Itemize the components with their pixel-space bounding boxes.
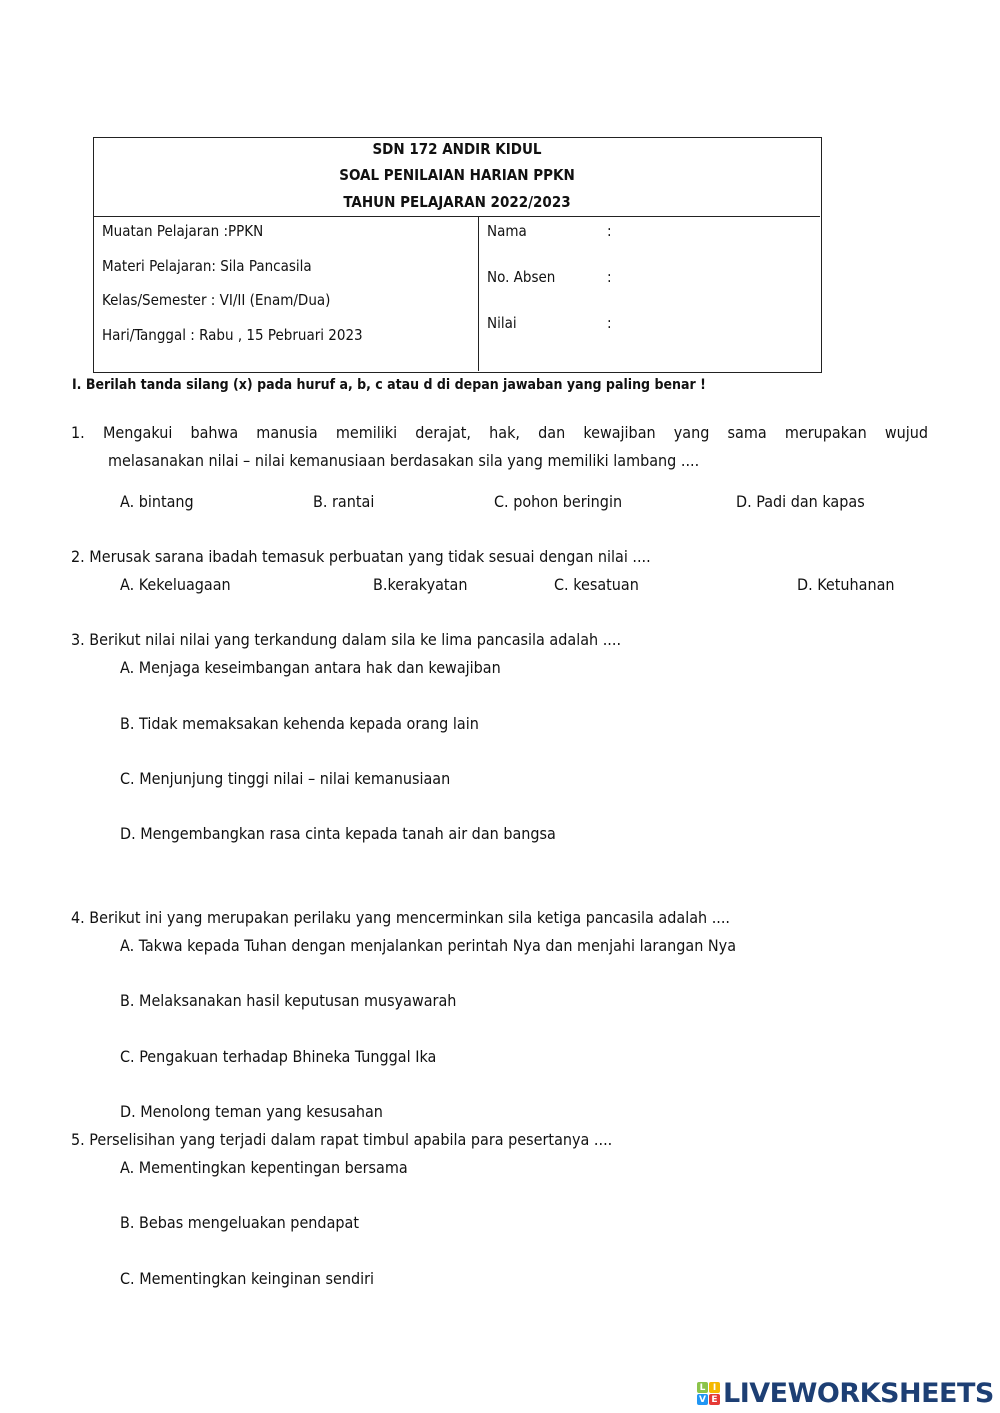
logo-icon: L I V E [697, 1382, 720, 1405]
name-colon: : [607, 222, 612, 240]
option-a[interactable]: A. Menjaga keseimbangan antara hak dan kewajiban [120, 658, 501, 677]
date-field: Hari/Tanggal : Rabu , 15 Pebruari 2023 [102, 326, 363, 344]
option-b[interactable]: B. Bebas mengeluakan pendapat [120, 1213, 359, 1232]
option-b[interactable]: B. Melaksanakan hasil keputusan musyawarah [120, 991, 457, 1010]
option-c[interactable]: C. Mementingkan keinginan sendiri [120, 1269, 375, 1288]
question-text: melasanakan nilai – nilai kemanusiaan berdasakan sila yang memiliki lambang .... [108, 451, 700, 470]
class-field: Kelas/Semester : VI/II (Enam/Dua) [102, 291, 331, 309]
option-c[interactable]: C. kesatuan [554, 575, 639, 594]
option-b[interactable]: B. rantai [313, 492, 375, 511]
header-divider [93, 216, 820, 217]
score-label: Nilai [487, 314, 517, 332]
option-d[interactable]: D. Menolong teman yang kesusahan [120, 1102, 383, 1121]
question-text: 5. Perselisihan yang terjadi dalam rapat timbul apabila para pesertanya .... [71, 1130, 613, 1149]
exam-title: SOAL PENILAIAN HARIAN PPKN [339, 166, 575, 184]
subject-field: Muatan Pelajaran :PPKN [102, 222, 264, 240]
school-name: SDN 172 ANDIR KIDUL [372, 140, 542, 158]
option-b[interactable]: B.kerakyatan [373, 575, 468, 594]
absen-label: No. Absen [487, 268, 556, 286]
question-number: 1. [71, 423, 85, 442]
question-text: 2. Merusak sarana ibadah temasuk perbuatan yang tidak sesuai dengan nilai .... [71, 547, 651, 566]
option-a[interactable]: A. Mementingkan kepentingan bersama [120, 1158, 408, 1177]
absen-colon: : [607, 268, 612, 286]
question-text: 4. Berikut ini yang merupakan perilaku yang mencerminkan sila ketiga pancasila adalah .... [71, 908, 730, 927]
question-text: Mengakui bahwa manusia memiliki derajat, hak, dan kewajiban yang sama merupakan wujud [103, 423, 928, 442]
option-b[interactable]: B. Tidak memaksakan kehenda kepada orang lain [120, 714, 479, 733]
option-a[interactable]: A. bintang [120, 492, 194, 511]
option-a[interactable]: A. Kekeluagaan [120, 575, 231, 594]
school-year: TAHUN PELAJARAN 2022/2023 [343, 193, 571, 211]
instruction: I. Berilah tanda silang (x) pada huruf a, b, c atau d di depan jawaban yang paling benar ! [72, 377, 706, 393]
score-colon: : [607, 314, 612, 332]
option-c[interactable]: C. Menjunjung tinggi nilai – nilai kemanusiaan [120, 769, 451, 788]
option-c[interactable]: C. pohon beringin [494, 492, 623, 511]
material-field: Materi Pelajaran: Sila Pancasila [102, 257, 312, 275]
option-c[interactable]: C. Pengakuan terhadap Bhineka Tunggal Ika [120, 1047, 437, 1066]
option-d[interactable]: D. Mengembangkan rasa cinta kepada tanah air dan bangsa [120, 824, 556, 843]
option-d[interactable]: D. Padi dan kapas [736, 492, 865, 511]
name-label: Nama [487, 222, 527, 240]
liveworksheets-logo [697, 1378, 994, 1409]
header-column-divider [478, 216, 479, 371]
question-text: 3. Berikut nilai nilai yang terkandung dalam sila ke lima pancasila adalah .... [71, 630, 622, 649]
option-d[interactable]: D. Ketuhanan [797, 575, 895, 594]
logo-text: LIVEWORKSHEETS [723, 1378, 994, 1409]
option-a[interactable]: A. Takwa kepada Tuhan dengan menjalankan perintah Nya dan menjahi larangan Nya [120, 936, 737, 955]
